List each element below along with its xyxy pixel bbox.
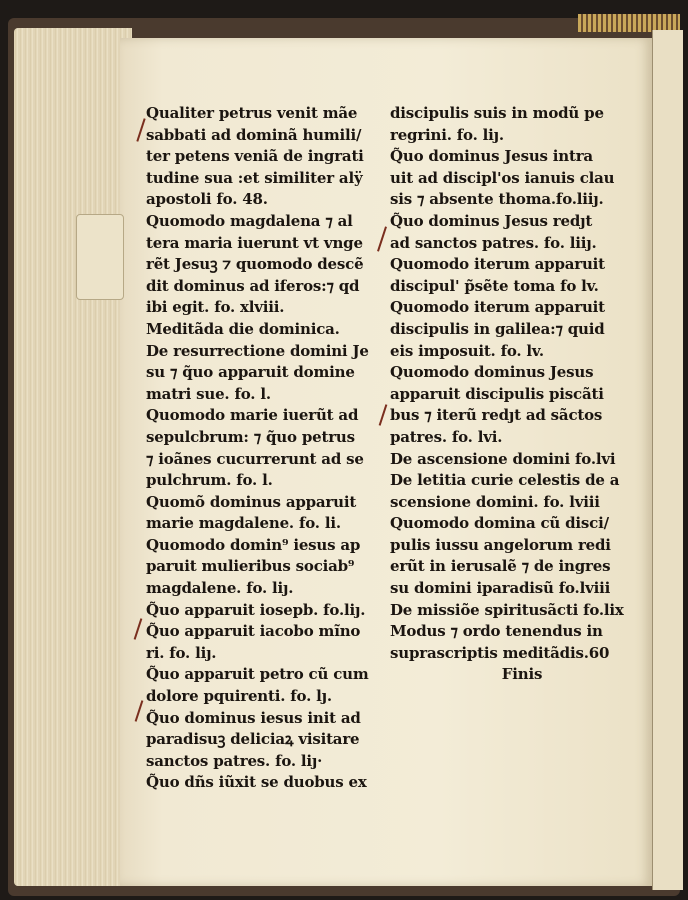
text-line: marie magdalene. fo. li. xyxy=(146,514,341,533)
right-text-column xyxy=(390,103,624,686)
text-line: patres. fo. lvi. xyxy=(390,427,503,446)
text-line: su domini iparadisũ fo.lviii xyxy=(390,579,611,598)
text-line: pulchrum. fo. l. xyxy=(146,471,273,490)
text-line: ad sanctos patres. fo. liiȷ. xyxy=(390,233,597,252)
text-line: Q̃uo dominus Jesus intra xyxy=(390,147,593,166)
text-line: ibi egit. fo. xlviii. xyxy=(146,298,285,317)
text-line: Quomodo dominus Jesus xyxy=(390,363,594,382)
text-line: ⁊ ioãnes cucurrerunt ad se xyxy=(146,449,364,468)
text-line: De resurrectione domini Je xyxy=(146,341,369,360)
text-line: Qualiter petrus venit mãe xyxy=(146,104,358,122)
text-line: Q̃uo dñs iũxit se duobus ex xyxy=(146,773,367,792)
text-line: discipul' p̃sẽte toma fo lv. xyxy=(390,276,599,295)
text-line: De ascensione domini fo.lvi xyxy=(390,449,616,468)
text-line: magdalene. fo. liȷ. xyxy=(146,579,294,598)
text-line: Q̃uo apparuit iacobo mĩno xyxy=(146,622,361,641)
text-line: tudine sua :et similiter alÿ xyxy=(146,168,363,187)
text-line: apparuit discipulis piscãti xyxy=(390,384,604,403)
text-line: Quomodo domin⁹ iesus ap xyxy=(146,535,361,554)
text-line: erũt in ierusalẽ ⁊ de ingres xyxy=(390,557,611,576)
text-line: discipulis suis in modũ pe xyxy=(390,104,604,122)
text-line: Quomodo iterum apparuit xyxy=(390,298,605,317)
text-line: scensione domini. fo. lviii xyxy=(390,492,600,511)
text-line: bus ⁊ iterũ redȷt ad sãctos xyxy=(390,406,603,425)
text-line: Meditãda die dominica. xyxy=(146,319,340,338)
text-line: eis imposuit. fo. lv. xyxy=(390,341,544,360)
text-line: matri sue. fo. l. xyxy=(146,384,271,403)
text-line: sabbati ad dominã humili/ xyxy=(146,125,362,144)
text-line: Q̃uo dominus Jesus redȷt xyxy=(390,211,593,230)
text-line: discipulis in galilea:⁊ quid xyxy=(390,319,605,338)
text-line: suprascriptis meditãdis.60 xyxy=(390,643,610,662)
text-line: Quomodo domina cũ disci/ xyxy=(390,514,609,533)
text-line: su ⁊ q̃uo apparuit domine xyxy=(146,363,355,382)
text-line: Q̃uo dominus iesus init ad xyxy=(146,708,361,727)
text-line: uit ad discipl'os ianuis clau xyxy=(390,168,615,187)
text-line: sepulcbrum: ⁊ q̃uo petrus xyxy=(146,427,355,446)
text-line: rẽt Jesuꝫ ⁊ quomodo descẽ xyxy=(146,255,364,274)
text-line: pulis iussu angelorum redi xyxy=(390,535,611,554)
text-line: Quomodo marie iuerũt ad xyxy=(146,406,359,425)
text-line: Q̃uo apparuit iosepb. fo.liȷ. xyxy=(146,600,366,619)
facing-page-edge xyxy=(652,30,683,890)
text-line: regrini. fo. liȷ. xyxy=(390,125,504,144)
text-line: dit dominus ad iferos:⁊ qd xyxy=(146,276,360,295)
text-line: paradisuꝫ deliciaꝝ visitare xyxy=(146,730,360,749)
text-line: sanctos patres. fo. liȷ· xyxy=(146,751,323,770)
text-line: paruit mulieribus sociab⁹ xyxy=(146,557,355,576)
text-line: Quomodo magdalena ⁊ al xyxy=(146,211,353,230)
left-text-column xyxy=(146,103,374,794)
text-line: tera maria iuerunt vt vnge xyxy=(146,233,363,252)
text-line: Q̃uo apparuit petro cũ cum xyxy=(146,665,369,684)
text-line: apostoli fo. 48. xyxy=(146,190,268,209)
page-edges xyxy=(14,28,132,886)
text-line: dolore pquirenti. fo. lȷ. xyxy=(146,687,332,706)
text-line: sis ⁊ absente thoma.fo.liiȷ. xyxy=(390,190,604,209)
finis-label: Finis xyxy=(501,665,543,684)
text-line: Quomõ dominus apparuit xyxy=(146,492,357,511)
text-line: Quomodo iterum apparuit xyxy=(390,255,605,274)
page-tab xyxy=(76,214,124,300)
text-line: De missiõe spiritusãcti fo.lix xyxy=(390,600,624,619)
text-line: ri. fo. liȷ. xyxy=(146,643,217,662)
text-line: Modus ⁊ ordo tenendus in xyxy=(390,622,603,641)
text-line: ter petens veniã de ingrati xyxy=(146,147,364,166)
text-line: De letitia curie celestis de a xyxy=(390,471,620,490)
